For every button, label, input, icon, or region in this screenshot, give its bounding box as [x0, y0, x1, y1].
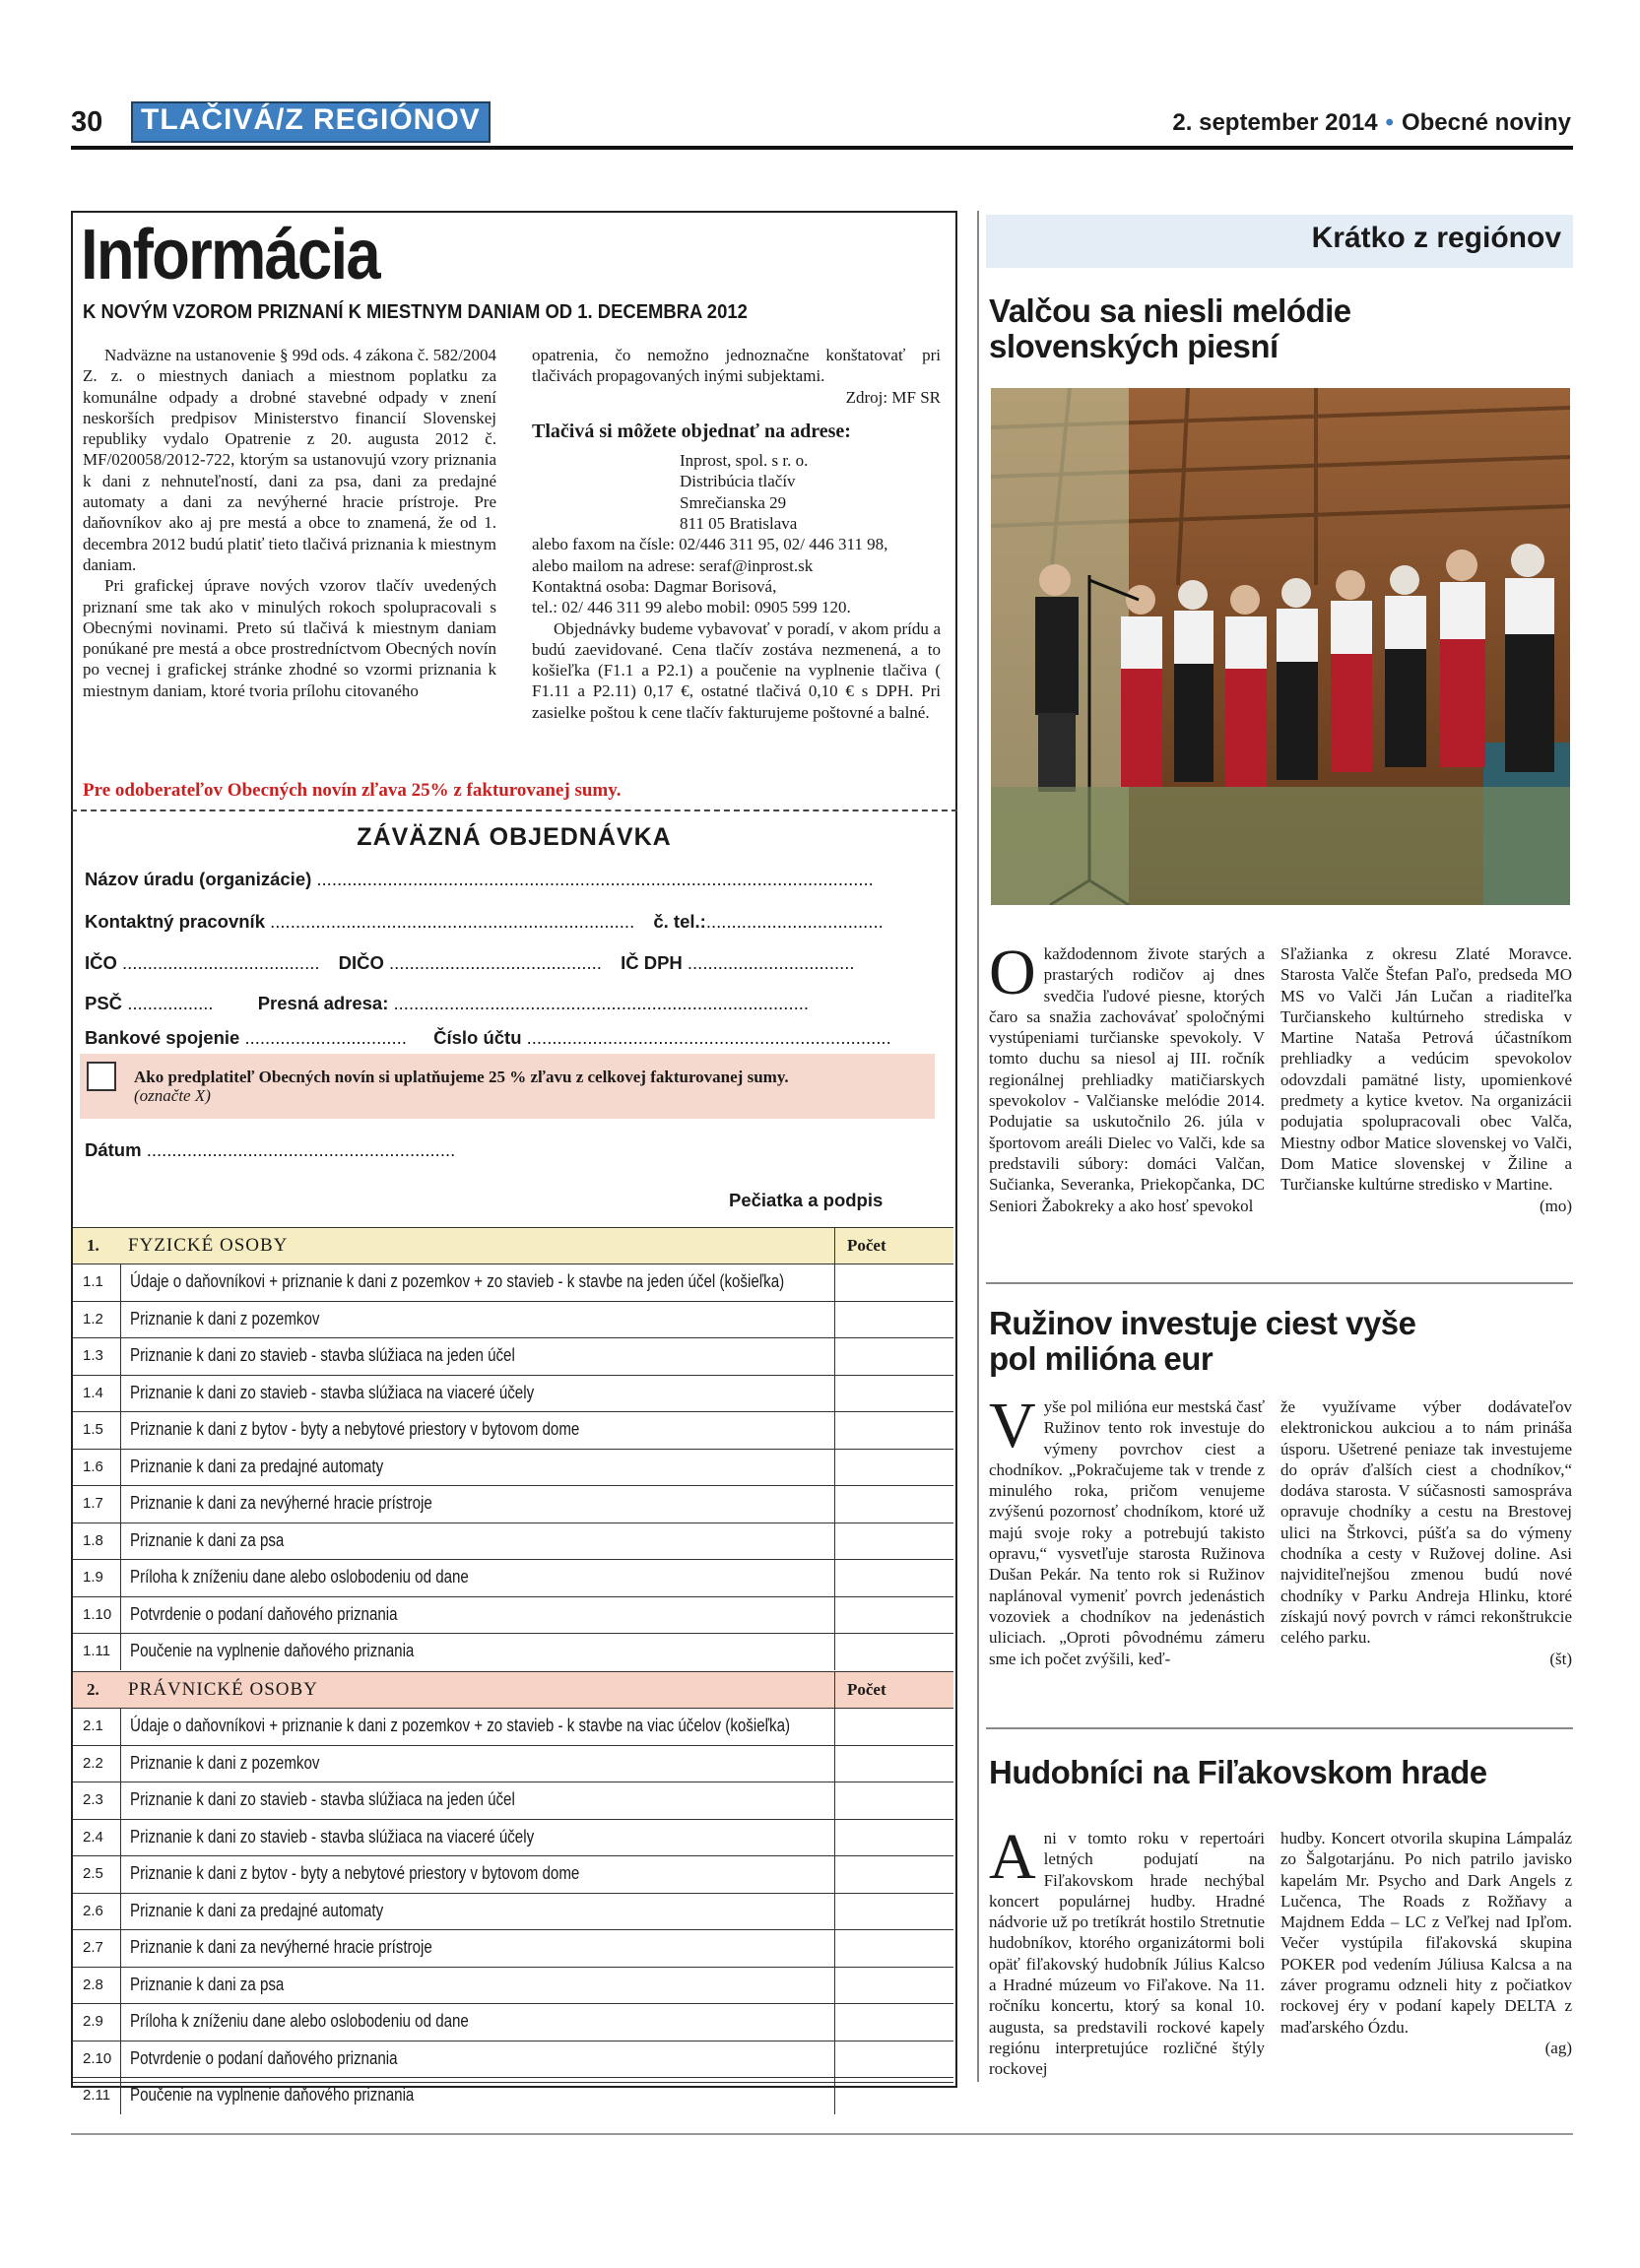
row-number: 1.3: [83, 1347, 103, 1364]
article-text: hudby. Koncert otvorila skupina Lámpaláz zo Šalgotarjánu. Po nich patrilo javisko kapelám Mr. Psycho and Dark Angels z Lučenca, The Roads z Rožňavy a Majdnem Edda – LC z Veľkej nad Ipľom. Večer vystúpila fiľakovská skupina POKER pod vedením Júliusa Kalcsa a na záver programu odzneli hity z počiatkov rockovej éry v podaní kapely DELTA z maďarského Ózdu.: [1280, 1829, 1572, 2037]
count-cell[interactable]: [834, 1597, 835, 1634]
account-label: Číslo účtu: [433, 1027, 522, 1048]
article-3-headline: Hudobníci na Fiľakovskom hrade: [989, 1754, 1487, 1790]
column-divider: [120, 1709, 121, 1745]
count-header: Počet: [847, 1680, 886, 1699]
dropcap: O: [989, 937, 1036, 1008]
article-signature: (št): [1549, 1649, 1572, 1668]
column-divider: [834, 1228, 835, 1264]
count-cell[interactable]: [834, 1782, 835, 1819]
headline-line: Ružinov investuje ciest vyše: [989, 1305, 1416, 1341]
row-form-name: Príloha k zníženiu dane alebo oslobodeniu od dane: [130, 1567, 469, 1587]
article-2-col-2: [1280, 1396, 1572, 1669]
info-subtitle: K NOVÝM VZOROM PRIZNANÍ K MIESTNYM DANIAM OD 1. DECEMBRA 2012: [83, 300, 748, 323]
row-number: 1.6: [83, 1458, 103, 1475]
row-form-name: Priznanie k dani za nevýherné hracie prístroje: [130, 1937, 432, 1957]
table-section-companies: [73, 1671, 953, 1709]
count-cell[interactable]: [834, 1486, 835, 1523]
count-cell[interactable]: [834, 2041, 835, 2078]
row-number: 2.3: [83, 1791, 103, 1808]
choir-photo-illustration: [991, 388, 1570, 905]
column-divider: [120, 1746, 121, 1782]
article-text: ni v tomto roku v repertoári letných podujatí na Fiľakovskom hrade nechýbal koncert populárnej hudby. Hradné nádvorie už po tretíkrát hostilo Stretnutie hudobníkov, ktorého organizátormi boli opäť fiľakovský hudobník Július Kalcso a Hradné múzeum vo Fiľakove. Na 11. ročníku koncertu, ktorý sa konal 10. augusta, sa predstavili rockové kapely regiónu interpretujúce rozličné štýly rockovej: [989, 1829, 1265, 2079]
column-divider: [120, 2078, 121, 2114]
row-number: 1.10: [83, 1605, 112, 1623]
address-label: Presná adresa:: [257, 993, 389, 1013]
article-text: Sľažianka z okresu Zlaté Moravce. Starosta Valče Štefan Paľo, predseda MO MS vo Valči Ján Lučan a riaditeľka Turčianskeho kultúrneho strediska v Martine Nataša Petrová účastníkom prehliadky a vedúcim spevokolov odovzdali pamätné listy, upomienkové predmety a kytice kvetov. Na organizácii podujatia spolupracovali obec Valča, Miestny odbor Matice slovenskej vo Valči, Dom Matice slovenskej v Žiline a Turčianske kultúrne stredisko v Martine.: [1280, 944, 1572, 1195]
table-row: [73, 1782, 953, 1819]
table-section-individuals: [73, 1227, 953, 1264]
count-cell[interactable]: [834, 1634, 835, 1670]
section-number: 1.: [87, 1236, 99, 1255]
section-number: 2.: [87, 1680, 99, 1699]
article-signature: (ag): [1544, 2038, 1572, 2057]
address-dots: ..................................................................................: [393, 993, 810, 1013]
table-row: [73, 2041, 953, 2078]
separator-dot: •: [1385, 109, 1394, 136]
row-form-name: Priznanie k dani za nevýherné hracie prístroje: [130, 1493, 432, 1513]
count-cell[interactable]: [834, 1968, 835, 2004]
order-address-heading: Tlačivá si môžete objednať na adrese:: [532, 420, 851, 442]
row-form-name: Priznanie k dani za psa: [130, 1529, 285, 1550]
article-signature: (mo): [1539, 1196, 1572, 1215]
address-line: Distribúcia tlačív: [680, 472, 796, 491]
row-number: 2.5: [83, 1865, 103, 1882]
count-cell[interactable]: [834, 1856, 835, 1893]
section-label: TLAČIVÁ/Z REGIÓNOV: [131, 101, 491, 143]
stamp-label: Pečiatka a podpis: [729, 1190, 884, 1210]
row-number: 2.9: [83, 2013, 103, 2030]
headline-line: slovenských piesní: [989, 328, 1279, 364]
count-cell[interactable]: [834, 1560, 835, 1596]
date-dots: .............................................................: [146, 1139, 456, 1160]
table-row: [73, 1893, 953, 1930]
dropcap: V: [989, 1390, 1036, 1461]
contact-line: tel.: 02/ 446 311 99 alebo mobil: 0905 599 120.: [532, 598, 851, 617]
table-row: [73, 1523, 953, 1560]
column-divider: [120, 1634, 121, 1670]
row-form-name: Údaje o daňovníkovi + priznanie k dani z pozemkov + zo stavieb - k stavbe na viac účelov (košieľka): [130, 1716, 791, 1735]
column-divider: [120, 1376, 121, 1412]
row-form-name: Údaje o daňovníkovi + priznanie k dani z pozemkov + zo stavieb - k stavbe na jeden účel (košieľka): [130, 1271, 785, 1291]
table-row: [73, 1819, 953, 1856]
table-row: [73, 1485, 953, 1523]
row-form-name: Priznanie k dani za predajné automaty: [130, 1456, 384, 1476]
column-divider: [120, 1486, 121, 1523]
table-row: [73, 1301, 953, 1338]
contact-line: alebo mailom na adrese: seraf@inprost.sk: [532, 555, 814, 575]
article-text: že využívame výber dodávateľov elektronickou aukciou a to nám prináša úsporu. Ušetrené peniaze tak investujeme do opráv ďalších ciest a chodníkov,“ dodáva starosta. V súčasnosti samospráva opravuje chodníky a cestu na Brestovej ulici na Štrkovci, púšťa sa do výmeny chodníka a cesty v Ružovej doline. Asi najviditeľnejšou zmenou budú nové chodníky v Parku Andreja Hlinku, ktoré získajú nový povrch v rámci rekonštrukcie celého parku.: [1280, 1397, 1572, 1648]
table-row: [73, 1855, 953, 1893]
regions-title: Krátko z regiónov: [1311, 222, 1561, 254]
count-cell[interactable]: [834, 2078, 835, 2114]
count-cell[interactable]: [834, 2004, 835, 2041]
contact-line: alebo faxom na čísle: 02/446 311 95, 02/ 446 311 98,: [532, 535, 888, 554]
row-number: 2.2: [83, 1754, 103, 1772]
info-paragraph: Pri grafickej úprave nových vzorov tlačív uvedených priznaní sme tak ako v minulých rokoch spolupracovali s Obecnými novinami. Preto sú tlačivá k miestnym daniam ponúkané pre mestá a obce prostredníctvom Obecných novín po vecnej i grafickej stránke zhodné so vzormi priznania k miestnym daniam, ktoré tvoria prílohu citovaného: [83, 576, 496, 700]
account-dots: ........................................................................: [526, 1027, 891, 1048]
contact-dots: ........................................................................: [270, 911, 635, 932]
row-number: 2.11: [83, 2087, 111, 2104]
info-title: Informácia: [81, 216, 379, 294]
count-cell[interactable]: [834, 1709, 835, 1745]
count-cell[interactable]: [834, 1264, 835, 1301]
icdph-dots: .................................: [687, 952, 855, 973]
count-cell[interactable]: [834, 1523, 835, 1560]
info-paragraph: Nadväzne na ustanovenie § 99d ods. 4 zákona č. 582/2004 Z. z. o miestnych daniach a miestnom poplatku za komunálne odpady a drobné stavebné odpady v znení neskorších predpisov Ministerstvo financií Slovenskej republiky vydalo Opatrenie z 20. augusta 2012 č. MF/020058/2012-722, ktorým sa ustanovujú vzory priznania k dani z nehnuteľností, dani za psa, dani za predajné automaty a dani za nevýherné hracie prístroje. Pre daňovníkov ako aj pre mestá a obce to znamená, že od 1. decembra 2012 budú platiť tieto tlačivá priznania k miestnym daniam.: [83, 346, 496, 574]
article-1-headline: [989, 293, 1351, 364]
row-form-name: Poučenie na vyplnenie daňového priznania: [130, 1641, 415, 1660]
bank-dots: ................................: [244, 1027, 407, 1048]
headline-line: Valčou sa niesli melódie: [989, 292, 1351, 329]
row-number: 1.5: [83, 1421, 103, 1438]
row-number: 2.7: [83, 1939, 103, 1956]
count-cell[interactable]: [834, 1930, 835, 1967]
row-number: 2.8: [83, 1976, 103, 1993]
column-divider: [120, 1338, 121, 1375]
table-row: [73, 1264, 953, 1301]
dic-dots: ..........................................: [389, 952, 602, 973]
row-number: 1.7: [83, 1495, 103, 1512]
tel-label: č. tel.:: [653, 911, 706, 932]
table-row: [73, 1967, 953, 2004]
ico-field[interactable]: [85, 952, 855, 974]
column-divider: [120, 1264, 121, 1301]
row-form-name: Príloha k zníženiu dane alebo oslobodeniu od dane: [130, 2011, 469, 2031]
row-number: 1.9: [83, 1569, 103, 1586]
table-row: [73, 1337, 953, 1375]
row-form-name: Poučenie na vyplnenie daňového priznania: [130, 2085, 415, 2105]
row-form-name: Potvrdenie o podaní daňového priznania: [130, 2047, 398, 2068]
count-cell[interactable]: [834, 1894, 835, 1930]
row-form-name: Priznanie k dani zo stavieb - stavba slúžiaca na jeden účel: [130, 1789, 515, 1809]
count-cell[interactable]: [834, 1820, 835, 1856]
address-line: Smrečianska 29: [680, 492, 787, 512]
article-3-col-1: [989, 1821, 1265, 2080]
issue-info: [1172, 109, 1571, 137]
info-paragraph: opatrenia, čo nemožno jednoznačne konštatovať pri tlačivách propagovaných inými subjektami.: [532, 346, 941, 386]
count-cell[interactable]: [834, 1412, 835, 1449]
org-label: Názov úradu (organizácie): [85, 869, 312, 889]
info-column-2: [532, 345, 941, 723]
row-number: 1.4: [83, 1384, 103, 1401]
date-label: Dátum: [85, 1139, 142, 1160]
section-title: FYZICKÉ OSOBY: [128, 1235, 289, 1256]
count-cell[interactable]: [834, 1450, 835, 1486]
headline-line: pol milióna eur: [989, 1340, 1214, 1377]
row-form-name: Priznanie k dani zo stavieb - stavba slúžiaca na viaceré účely: [130, 1382, 535, 1402]
dropcap: A: [989, 1821, 1036, 1893]
table-row: [73, 1708, 953, 1745]
article-2-col-1: [989, 1390, 1265, 1669]
row-number: 2.6: [83, 1902, 103, 1919]
table-row: [73, 2003, 953, 2041]
table-row: [73, 1411, 953, 1449]
article-3-col-2: [1280, 1828, 1572, 2058]
org-dots: ..............................................................................................................: [316, 869, 874, 889]
subscriber-checkbox-hint: (označte X): [134, 1086, 211, 1105]
count-cell[interactable]: [834, 1376, 835, 1412]
ico-label: IČO: [85, 952, 117, 973]
ico-dots: .......................................: [122, 952, 320, 973]
row-form-name: Priznanie k dani zo stavieb - stavba slúžiaca na jeden účel: [130, 1345, 515, 1365]
table-bottom-rule: [73, 2082, 953, 2083]
article-text: každodennom živote starých a prastarých rodičov aj dnes svedčia ľudové piesne, ktorých čaro sa snažia zachovávať spoločnými vystúpeniami turčianske spevokoly. V tomto duchu sa niesol aj III. ročník regionálnej prehliadky matičiarskych spevokolov - Valčianske melódie 2014. Podujatie sa uskutočnilo 26. júla v športovom areáli Dielec vo Valči, kde sa predstavili súbory: domáci Valčan, Sučianka, Severanka, Priekopčanka, DC Seniori Žabokreky a ako hosť spevokol: [989, 944, 1265, 1215]
column-divider: [120, 1930, 121, 1967]
section-title: PRÁVNICKÉ OSOBY: [128, 1679, 318, 1700]
column-divider: [120, 1450, 121, 1486]
row-number: 2.1: [83, 1717, 103, 1734]
info-paragraph: Objednávky budeme vybavovať v poradí, v akom prídu a budú zaevidované. Cena tlačív zostáva nezmenená, a to košieľka (F1.1 a P2.1) a poučenie na vyplnenie tlačiva ( F1.11 a P2.11) 0,17 €, ostatné tlačivá 0,10 € s DPH. Pri zasielke poštou k cene tlačív fakturujeme poštovné a balné.: [532, 618, 941, 722]
table-row: [73, 1559, 953, 1596]
count-cell[interactable]: [834, 1338, 835, 1375]
page-number: 30: [71, 106, 103, 138]
contact-label: Kontaktný pracovník: [85, 911, 265, 932]
column-divider: [120, 1820, 121, 1856]
discount-note: Pre odoberateľov Obecných novín zľava 25% z fakturovanej sumy.: [83, 780, 622, 801]
row-form-name: Potvrdenie o podaní daňového priznania: [130, 1603, 398, 1624]
subscriber-checkbox[interactable]: [87, 1062, 116, 1091]
choir-photo: [991, 388, 1570, 905]
table-row: [73, 1633, 953, 1670]
row-number: 1.2: [83, 1310, 103, 1328]
paper-name: Obecné noviny: [1401, 109, 1571, 136]
table-row: [73, 1596, 953, 1634]
table-row: [73, 1449, 953, 1486]
column-divider: [120, 1968, 121, 2004]
column-divider: [120, 2041, 121, 2078]
article-1-col-2: [1280, 943, 1572, 1216]
article-separator: [986, 1282, 1573, 1284]
column-divider: [120, 1560, 121, 1596]
column-divider: [977, 211, 979, 2082]
icdph-label: IČ DPH: [621, 952, 683, 973]
info-column-1: [83, 345, 496, 701]
count-cell[interactable]: [834, 1302, 835, 1338]
row-form-name: Priznanie k dani za psa: [130, 1974, 285, 1994]
count-cell[interactable]: [834, 1746, 835, 1782]
contact-field[interactable]: [85, 911, 884, 933]
issue-date: 2. september 2014: [1172, 109, 1378, 136]
org-field[interactable]: [85, 869, 874, 890]
column-divider: [120, 1302, 121, 1338]
row-form-name: Priznanie k dani z bytov - byty a nebytové priestory v bytovom dome: [130, 1419, 580, 1439]
table-row: [73, 1745, 953, 1782]
column-divider: [120, 1412, 121, 1449]
column-divider: [120, 1597, 121, 1634]
dic-label: DIČO: [338, 952, 384, 973]
psc-dots: .................: [127, 993, 214, 1013]
row-number: 1.1: [83, 1273, 103, 1290]
row-form-name: Priznanie k dani z pozemkov: [130, 1752, 320, 1773]
article-1-col-1: [989, 937, 1265, 1216]
column-divider: [120, 1894, 121, 1930]
info-source: Zdroj: MF SR: [845, 387, 941, 407]
address-line: Inprost, spol. s r. o.: [680, 451, 809, 471]
row-number: 2.4: [83, 1828, 103, 1846]
article-text: yše pol milióna eur mestská časť Ružinov tento rok investuje do výmeny povrchov ciest a chodníkov. „Pokračujeme tak v trende z minulého roka, pričom venujeme zvýšenú pozornosť chodníkom, ktoré už majú svoje roky a potrebujú takisto opravu,“ vysvetľuje starosta Ružinova Dušan Pekár. Na tento rok si Ružinov naplánoval vymeniť povrch jedenástich vozoviek a chodníkov na jedenástich uliciach. „Oproti pôvodnému zámeru sme ich počet zvýšili, keď-: [989, 1397, 1265, 1668]
psc-field[interactable]: [85, 993, 809, 1014]
column-divider: [120, 1782, 121, 1819]
header-rule: [71, 146, 1573, 150]
subscriber-checkbox-text: Ako predplatiteľ Obecných novín si uplatňujeme 25 % zľavu z celkovej fakturovanej sumy.: [134, 1068, 789, 1086]
footer-rule: [71, 2133, 1573, 2135]
column-divider: [120, 1856, 121, 1893]
article-separator: [986, 1727, 1573, 1729]
column-divider: [834, 1672, 835, 1709]
row-number: 2.10: [83, 2049, 112, 2067]
row-form-name: Priznanie k dani zo stavieb - stavba slúžiaca na viaceré účely: [130, 1826, 535, 1847]
order-form-title: ZÁVÄZNÁ OBJEDNÁVKA: [357, 823, 672, 851]
column-divider: [120, 1523, 121, 1560]
cut-line: [71, 810, 957, 811]
column-divider: [120, 2004, 121, 2041]
bank-label: Bankové spojenie: [85, 1027, 240, 1048]
tel-dots: ...................................: [705, 911, 884, 932]
row-form-name: Priznanie k dani z pozemkov: [130, 1308, 320, 1328]
row-form-name: Priznanie k dani za predajné automaty: [130, 1900, 384, 1920]
table-row: [73, 1375, 953, 1412]
contact-line: Kontaktná osoba: Dagmar Borisová,: [532, 576, 777, 596]
bank-field[interactable]: [85, 1027, 891, 1049]
row-form-name: Priznanie k dani z bytov - byty a nebytové priestory v bytovom dome: [130, 1863, 580, 1883]
table-row: [73, 1929, 953, 1967]
psc-label: PSČ: [85, 993, 123, 1013]
row-number: 1.8: [83, 1531, 103, 1549]
address-line: 811 05 Bratislava: [680, 514, 798, 534]
date-field[interactable]: [85, 1139, 455, 1161]
count-header: Počet: [847, 1236, 886, 1255]
article-2-headline: [989, 1306, 1416, 1377]
row-number: 1.11: [83, 1643, 111, 1659]
